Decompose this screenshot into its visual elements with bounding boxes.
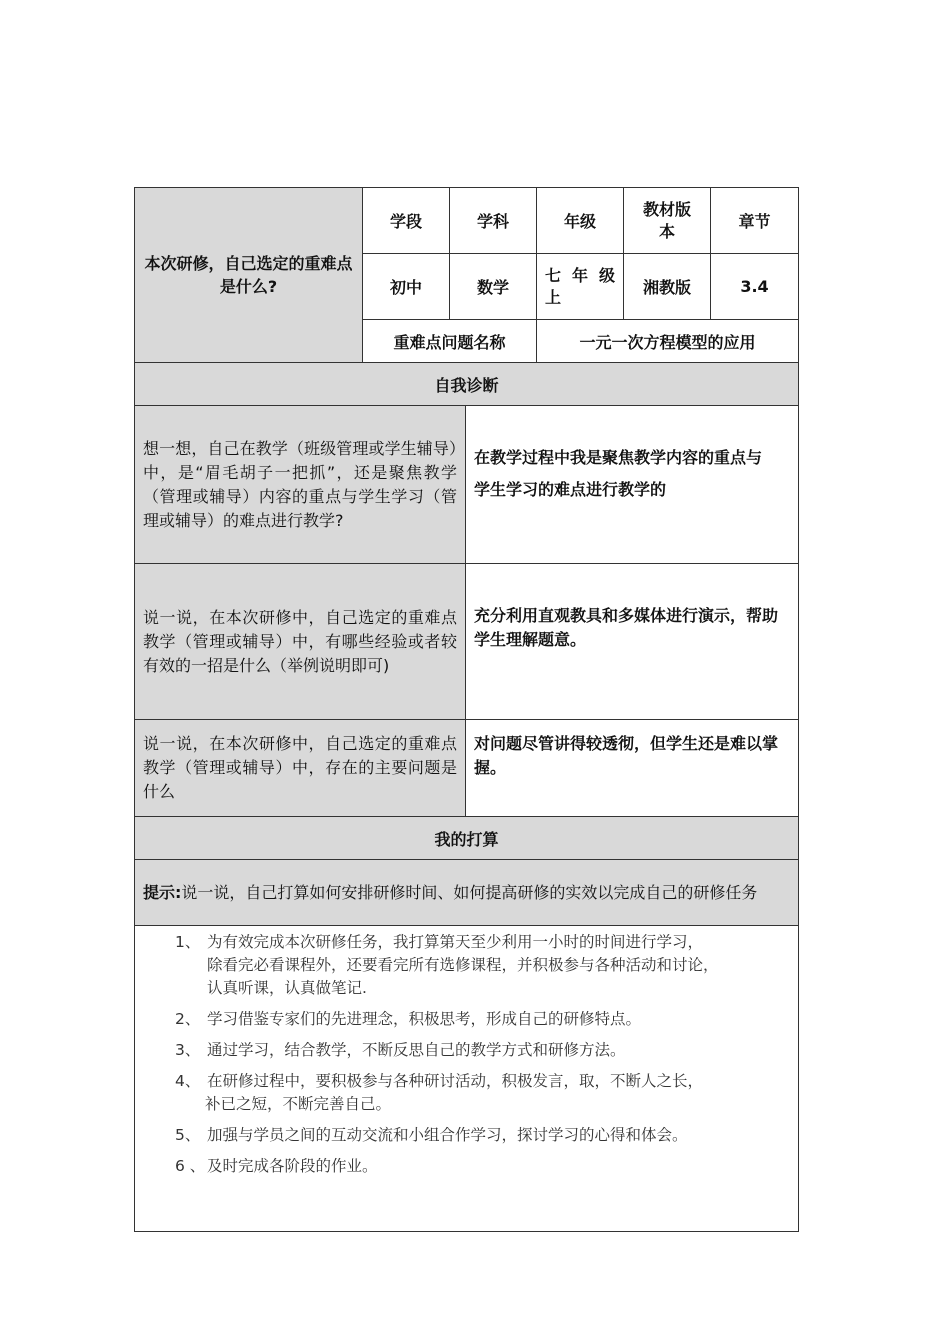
plan-item-6-line1: 及时完成各阶段的作业。 bbox=[207, 1157, 378, 1175]
plan-item-1-line3: 认真听课，认真做笔记. bbox=[207, 979, 367, 997]
plan-item-4-line1: 在研修过程中，要积极参与各种研讨活动，积极发言，取，不断人之长， bbox=[207, 1072, 704, 1090]
value-chapter: 3.4 bbox=[711, 254, 799, 320]
plan-item-6 bbox=[175, 1155, 778, 1178]
col-textbook: 教材版本 bbox=[624, 188, 711, 254]
diagnosis-answer-1-line2: 学生学习的难点进行教学的 bbox=[474, 480, 667, 499]
diagnosis-title: 自我诊断 bbox=[135, 363, 799, 406]
selected-topic-question: 本次研修，自己选定的重难点是什么? bbox=[135, 188, 363, 363]
diagnosis-question-3: 说一说，在本次研修中，自己选定的重难点教学（管理或辅导）中，存在的主要问题是什么 bbox=[135, 720, 466, 817]
plan-hint bbox=[135, 860, 799, 926]
topic-label: 重难点问题名称 bbox=[363, 320, 537, 363]
plan-items-cell bbox=[135, 926, 799, 1232]
plan-item-6-num: 6 、 bbox=[175, 1157, 206, 1175]
diagnosis-question-2: 说一说，在本次研修中，自己选定的重难点教学（管理或辅导）中，有哪些经验或者较有效的一招是什么（举例说明即可) bbox=[135, 564, 466, 720]
plan-item-3 bbox=[175, 1039, 778, 1062]
diagnosis-answer-2 bbox=[466, 564, 799, 720]
diagnosis-answer-3-text: 对问题尽管讲得较透彻，但学生还是难以掌握。 bbox=[474, 734, 779, 777]
plan-item-3-line1: 通过学习，结合教学，不断反思自己的教学方式和研修方法。 bbox=[207, 1041, 626, 1059]
plan-item-2-num: 2、 bbox=[175, 1010, 201, 1028]
diagnosis-answer-1 bbox=[466, 406, 799, 564]
plan-item-1-line1: 为有效完成本次研修任务，我打算第天至少利用一小时的时间进行学习， bbox=[207, 933, 704, 951]
col-chapter: 章节 bbox=[711, 188, 799, 254]
value-subject: 数学 bbox=[450, 254, 537, 320]
plan-item-4-line2: 补已之短，不断完善自己。 bbox=[205, 1095, 392, 1113]
plan-title: 我的打算 bbox=[135, 817, 799, 860]
plan-item-2-line1: 学习借鉴专家们的先进理念，积极思考，形成自己的研修特点。 bbox=[207, 1010, 642, 1028]
topic-value: 一元一次方程模型的应用 bbox=[537, 320, 799, 363]
plan-item-1-line2: 除看完必看课程外，还要看完所有选修课程，并积极参与各种活动和讨论， bbox=[207, 956, 719, 974]
col-grade: 年级 bbox=[537, 188, 624, 254]
diagnosis-answer-2-text: 充分利用直观教具和多媒体进行演示，帮助学生理解题意。 bbox=[474, 606, 779, 649]
plan-item-3-num: 3、 bbox=[175, 1041, 201, 1059]
plan-hint-label: 提示: bbox=[143, 882, 182, 902]
plan-item-4-num: 4、 bbox=[175, 1072, 201, 1090]
plan-item-1 bbox=[175, 931, 778, 1000]
value-stage: 初中 bbox=[363, 254, 450, 320]
plan-item-5 bbox=[175, 1124, 778, 1147]
research-form bbox=[134, 187, 798, 1232]
plan-item-5-num: 5、 bbox=[175, 1126, 201, 1144]
plan-item-1-num: 1、 bbox=[175, 933, 201, 951]
value-grade: 七 年 级 上 bbox=[537, 254, 624, 320]
col-subject: 学科 bbox=[450, 188, 537, 254]
value-textbook: 湘教版 bbox=[624, 254, 711, 320]
plan-hint-text: 说一说，自己打算如何安排研修时间、如何提高研修的实效以完成自己的研修任务 bbox=[181, 882, 758, 902]
plan-item-2 bbox=[175, 1008, 778, 1031]
diagnosis-question-1: 想一想，自己在教学（班级管理或学生辅导）中，是“眉毛胡子一把抓”，还是聚焦教学（管理或辅导）内容的重点与学生学习（管理或辅导）的难点进行教学? bbox=[135, 406, 466, 564]
plan-list bbox=[135, 926, 798, 1178]
diagnosis-answer-3 bbox=[466, 720, 799, 817]
diagnosis-answer-1-line1: 在教学过程中我是聚焦教学内容的重点与 bbox=[474, 448, 763, 467]
plan-item-4 bbox=[175, 1070, 778, 1116]
col-stage: 学段 bbox=[363, 188, 450, 254]
plan-item-5-line1: 加强与学员之间的互动交流和小组合作学习，探讨学习的心得和体会。 bbox=[207, 1126, 688, 1144]
form-table bbox=[134, 187, 799, 1232]
